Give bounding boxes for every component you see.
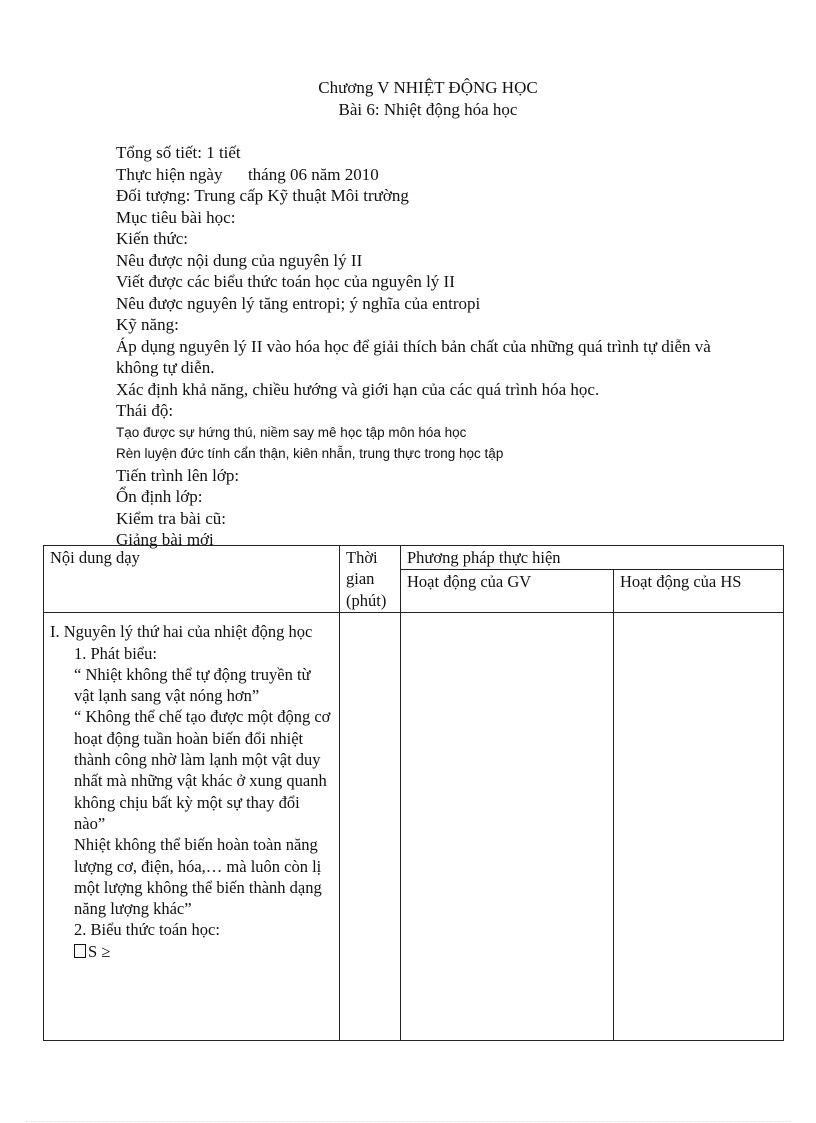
- lesson-info: [116, 142, 746, 551]
- info-line: Kiến thức:: [116, 229, 189, 248]
- header-method: Phương pháp thực hiện: [401, 546, 784, 570]
- chapter-title: Chương V NHIỆT ĐỘNG HỌC: [318, 78, 538, 97]
- header-time-line: (phút): [346, 590, 387, 610]
- info-line: Kỹ năng:: [116, 315, 179, 334]
- info-line: Rèn luyện đức tính cẩn thận, kiên nhẫn, trung thực trong học tập: [116, 446, 504, 461]
- info-line: Nêu được nguyên lý tăng entropi; ý nghĩa của entropi: [116, 293, 481, 313]
- info-line: Tạo được sự hứng thú, niềm say mê học tập môn hóa học: [116, 424, 467, 440]
- info-line: Áp dụng nguyên lý II vào hóa học để giải thích bản chất của những quá trình tự diễn và không tự diễn.: [116, 336, 711, 377]
- info-line: Xác định khả năng, chiều hướng và giới hạn của các quá trình hóa học.: [116, 379, 600, 399]
- lesson-title: Bài 6: Nhiệt động hóa học: [338, 100, 518, 119]
- page-bottom-divider: [26, 1121, 790, 1122]
- quote-text: Nhiệt không thể biến hoàn toàn năng lượng cơ, điện, hóa,… mà luôn còn lị một lượng không thể biến thành dạng năng lượng khác”: [74, 835, 322, 919]
- subsection-heading: 1. Phát biểu:: [74, 643, 157, 663]
- header-content: Nội dung dạy: [44, 546, 340, 613]
- formula: [50, 941, 333, 962]
- info-line: Kiểm tra bài cũ:: [116, 508, 226, 528]
- table-header-row: [44, 546, 784, 570]
- section-heading: I. Nguyên lý thứ hai của nhiệt động học: [50, 622, 313, 642]
- lesson-plan-table: [43, 545, 784, 1041]
- header-teacher: Hoạt động của GV: [401, 570, 614, 613]
- table-row: [44, 613, 784, 1041]
- info-line: Tiến trình lên lớp:: [116, 465, 240, 485]
- info-line: Đối tượng: Trung cấp Kỹ thuật Môi trường: [116, 186, 409, 205]
- info-line: Mục tiêu bài học:: [116, 207, 236, 227]
- content-cell: [44, 613, 340, 1041]
- info-line: Giảng bài mới: [116, 530, 214, 549]
- student-cell: [614, 613, 784, 1041]
- subsection-heading: 2. Biểu thức toán học:: [74, 920, 220, 940]
- info-line: Thực hiện ngày tháng 06 năm 2010: [116, 164, 379, 184]
- info-line: Viết được các biểu thức toán học của nguyên lý II: [116, 272, 455, 291]
- header-time: [340, 546, 401, 613]
- info-line: Tổng số tiết: 1 tiết: [116, 143, 241, 162]
- header-time-line: Thời: [346, 548, 378, 567]
- delta-box-icon: [74, 944, 86, 958]
- info-line: Nêu được nội dung của nguyên lý II: [116, 250, 363, 270]
- teacher-cell: [401, 613, 614, 1041]
- info-line: Thái độ:: [116, 401, 174, 420]
- quote-text: “ Nhiệt không thể tự động truyền từ vật lạnh sang vật nóng hơn”: [74, 664, 311, 706]
- formula-text: S ≥: [88, 941, 111, 961]
- info-line: Ổn định lớp:: [116, 487, 203, 506]
- header-time-line: gian: [346, 569, 375, 589]
- header-student: Hoạt động của HS: [614, 570, 784, 613]
- quote-text: “ Không thể chế tạo được một động cơ hoạt động tuần hoàn biến đổi nhiệt thành công nhờ làm lạnh một vật duy nhất mà những vật khác ở xung quanh không chịu bất kỳ một sự thay đổi nào”: [74, 707, 331, 833]
- time-cell: [340, 613, 401, 1041]
